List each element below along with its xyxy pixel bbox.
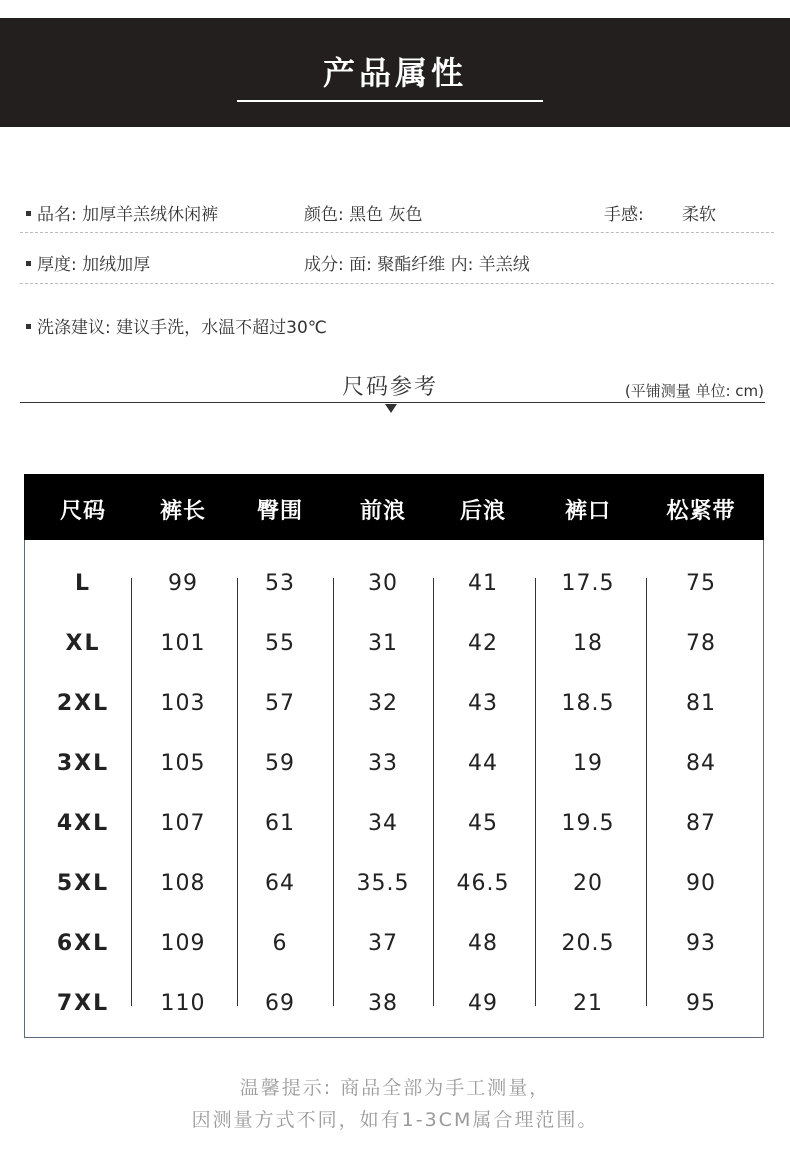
column-header-hip: 臀围 [256, 499, 303, 524]
table-cell: 78 [686, 631, 716, 656]
size-label-cell: XL [65, 631, 101, 656]
column-divider [535, 578, 536, 1006]
column-header-size: 尺码 [59, 499, 106, 524]
table-cell: 34 [368, 811, 398, 836]
table-cell: 46.5 [456, 871, 510, 896]
table-cell: 55 [265, 631, 295, 656]
table-cell: 44 [468, 751, 498, 776]
table-cell: 37 [368, 931, 398, 956]
dotted-divider [20, 232, 774, 233]
table-cell: 75 [686, 571, 716, 596]
table-cell: 19 [573, 751, 603, 776]
composition-attribute: 成分: 面: 聚酯纤维 内: 羊羔绒 [304, 255, 530, 275]
attribute-row-3 [26, 313, 774, 343]
dotted-divider [20, 283, 774, 284]
feel-value: 柔软 [682, 205, 716, 225]
table-cell: 20 [573, 871, 603, 896]
table-cell: 53 [265, 571, 295, 596]
washing-attribute: 洗涤建议: 建议手洗，水温不超过30℃ [26, 313, 327, 338]
table-cell: 103 [160, 691, 206, 716]
table-cell: 108 [160, 871, 206, 896]
table-cell: 6 [272, 931, 288, 956]
table-cell: 95 [686, 991, 716, 1016]
table-cell: 109 [160, 931, 206, 956]
size-label-cell: 5XL [56, 871, 110, 896]
feel-label: 手感: [604, 205, 644, 225]
table-cell: 59 [265, 751, 295, 776]
size-label-cell: 3XL [56, 751, 110, 776]
thickness-attribute: 厚度: 加绒加厚 [26, 250, 150, 275]
column-header-length: 裤长 [159, 499, 206, 524]
table-cell: 42 [468, 631, 498, 656]
table-cell: 41 [468, 571, 498, 596]
table-cell: 93 [686, 931, 716, 956]
page-title: 产品属性 [322, 54, 467, 92]
size-title-rule [20, 402, 765, 403]
size-label-cell: 4XL [56, 811, 110, 836]
column-header-back-rise: 后浪 [459, 499, 506, 524]
table-cell: 43 [468, 691, 498, 716]
table-cell: 87 [686, 811, 716, 836]
size-label-cell: 7XL [56, 991, 110, 1016]
down-arrow-icon [385, 404, 397, 413]
table-cell: 110 [160, 991, 206, 1016]
table-cell: 90 [686, 871, 716, 896]
table-cell: 64 [265, 871, 295, 896]
bullet-icon [26, 324, 31, 329]
table-cell: 35.5 [356, 871, 410, 896]
table-cell: 107 [160, 811, 206, 836]
bullet-icon [26, 261, 31, 266]
table-cell: 20.5 [561, 931, 615, 956]
title-underline [237, 100, 543, 102]
size-label-cell: L [74, 571, 92, 596]
attribute-row-1 [26, 200, 774, 230]
table-cell: 48 [468, 931, 498, 956]
column-header-front-rise: 前浪 [359, 499, 406, 524]
table-cell: 21 [573, 991, 603, 1016]
table-cell: 69 [265, 991, 295, 1016]
table-cell: 45 [468, 811, 498, 836]
table-cell: 61 [265, 811, 295, 836]
table-cell: 38 [368, 991, 398, 1016]
table-cell: 49 [468, 991, 498, 1016]
table-cell: 101 [160, 631, 206, 656]
table-cell: 99 [168, 571, 198, 596]
column-header-leg-opening: 裤口 [564, 499, 611, 524]
color-attribute: 颜色: 黑色 灰色 [304, 205, 423, 225]
table-cell: 18.5 [561, 691, 615, 716]
column-header-waistband: 松紧带 [666, 499, 736, 524]
product-name-attribute: 品名: 加厚羊羔绒休闲裤 [26, 200, 218, 225]
table-cell: 32 [368, 691, 398, 716]
table-cell: 57 [265, 691, 295, 716]
tip-line-2: 因测量方式不同，如有1-3CM属合理范围。 [191, 1109, 599, 1131]
table-cell: 81 [686, 691, 716, 716]
table-cell: 18 [573, 631, 603, 656]
table-cell: 19.5 [561, 811, 615, 836]
table-cell: 33 [368, 751, 398, 776]
size-reference-title: 尺码参考 [341, 375, 438, 400]
table-cell: 105 [160, 751, 206, 776]
table-cell: 17.5 [561, 571, 615, 596]
size-label-cell: 6XL [56, 931, 110, 956]
table-cell: 30 [368, 571, 398, 596]
table-cell: 84 [686, 751, 716, 776]
size-label-cell: 2XL [56, 691, 110, 716]
column-divider [646, 578, 647, 1006]
measurement-note: (平铺测量 单位: cm) [624, 382, 764, 400]
attribute-row-2 [26, 250, 774, 280]
tip-line-1: 温馨提示: 商品全部为手工测量， [239, 1077, 551, 1099]
table-cell: 31 [368, 631, 398, 656]
bullet-icon [26, 211, 31, 216]
